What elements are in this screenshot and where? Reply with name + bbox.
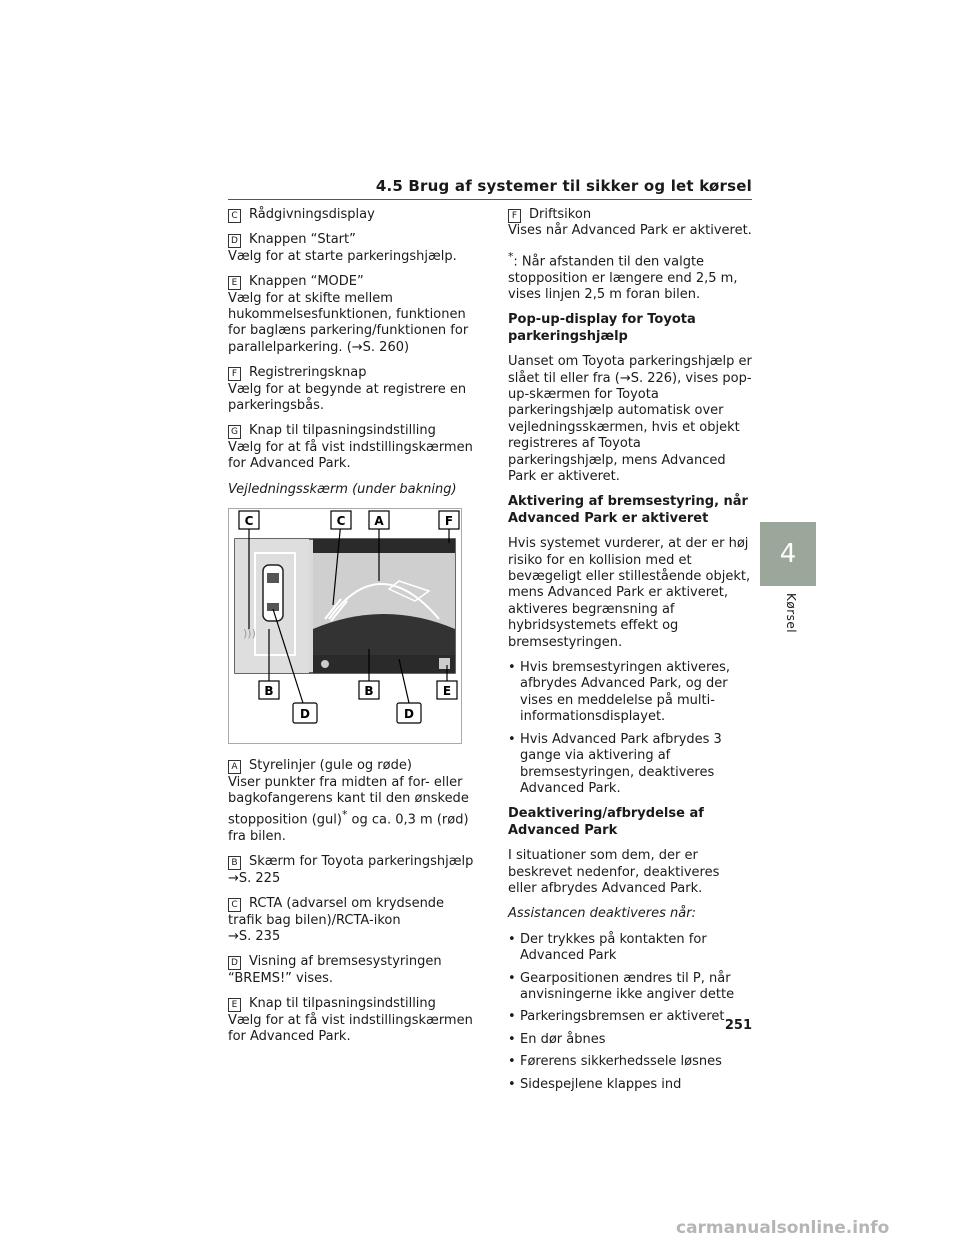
item-body: Vælg for at begynde at registrere en parkeringsbås. [228, 381, 467, 414]
callout-label: B [364, 684, 374, 699]
item-mode-button [228, 274, 476, 356]
callout-label: C [336, 514, 346, 529]
callout-label: B [264, 684, 274, 699]
item-body: Vælg for at starte parkeringshjælp. [228, 248, 457, 264]
label-box: D [228, 956, 241, 970]
footnote-star: * [508, 249, 514, 263]
item-title: Visning af bremsesystyringen [249, 954, 442, 970]
chapter-side-label: Kørsel [784, 593, 798, 634]
item-advisory-display [228, 207, 476, 223]
bullet-item: • Førerens sikkerhedssele løsnes [508, 1054, 752, 1070]
callout-label: E [442, 684, 452, 699]
footnote-star: * [341, 808, 348, 822]
gear-icon [439, 658, 450, 669]
bullet-item: • Hvis Advanced Park afbrydes 3 gange via aktivering af bremsestyringen, deaktiveres Advanced Park. [508, 732, 752, 798]
camera-bottom-bar [313, 655, 455, 673]
item-customize-button-2 [228, 996, 476, 1045]
item-start-button [228, 232, 476, 265]
item-body: Viser punkter fra midten af for- eller bagkofangerens kant til den ønskede stopposition (gul) [228, 774, 469, 828]
item-operation-icon [508, 207, 752, 240]
item-title: Knap til tilpasningsindstilling [249, 996, 436, 1012]
item-title: Registreringsknap [249, 365, 367, 381]
label-box: A [228, 760, 241, 774]
label-box: E [228, 276, 241, 290]
callout-label: A [374, 514, 384, 529]
section-header: 4.5 Brug af systemer til sikker og let kørsel [375, 177, 752, 195]
watermark: carmanualsonline.info [676, 1218, 890, 1238]
rcta-icon-left: ))) [243, 627, 256, 641]
brake-icon [321, 660, 329, 668]
item-guide-lines [228, 758, 476, 845]
item-title: Rådgivningsdisplay [249, 207, 375, 222]
item-brake-display [228, 954, 476, 987]
bullet-item: • Hvis bremsestyringen aktiveres, afbrydes Advanced Park, og der vises en meddelelse på multi-informationsdisplayet. [508, 660, 752, 726]
label-box: G [228, 425, 241, 439]
item-title: Driftsikon [529, 207, 592, 222]
item-body: Vælg for at få vist indstillingskærmen for Advanced Park. [228, 439, 473, 472]
callout-label: D [300, 707, 310, 722]
camera-top-bar [313, 539, 455, 553]
left-column [228, 207, 476, 1055]
bullet-item: • Sidespejlene klappes ind [508, 1077, 752, 1093]
guidance-screen-illustration [229, 509, 461, 743]
item-body: Vises når Advanced Park er aktiveret. [508, 223, 752, 239]
label-box: E [228, 998, 241, 1012]
bullet-item: • Gearpositionen ændres til P, når anvisningerne ikke angiver dette [508, 971, 752, 1004]
label-box: F [228, 367, 241, 381]
item-title: Knappen “Start” [249, 232, 356, 248]
bullet-item: • En dør åbnes [508, 1032, 752, 1048]
heading-brake-control: Aktivering af bremsestyring, når Advanced Park er aktiveret [508, 494, 748, 526]
chapter-tab: 4 [760, 522, 816, 586]
item-rcta [228, 896, 476, 945]
callout-label: C [244, 514, 254, 529]
item-body: “BREMS!” vises. [228, 970, 334, 986]
item-body: →S. 235 [228, 929, 281, 945]
figure-caption: Vejledningsskærm (under bakning) [228, 481, 457, 497]
label-box: C [228, 209, 241, 223]
label-box: D [228, 234, 241, 248]
label-box: C [228, 898, 241, 912]
page-number: 251 [724, 1018, 752, 1033]
item-parking-assist-screen [228, 854, 476, 887]
callout-label: D [404, 707, 414, 722]
item-title: Knap til tilpasningsindstilling [249, 423, 436, 439]
item-title: Knappen “MODE” [249, 274, 364, 290]
item-title: Skærm for Toyota parkeringshjælp [249, 854, 474, 870]
paragraph-deactivation: I situationer som dem, der er beskrevet nedenfor, deaktiveres eller afbrydes Advanced Park. [508, 848, 720, 896]
callout-label: F [444, 514, 454, 529]
footnote [508, 249, 752, 304]
item-title: Styrelinjer (gule og røde) [249, 758, 412, 774]
item-customize-button [228, 423, 476, 472]
footnote-text: : Når afstanden til den valgte stopposition er længere end 2,5 m, vises linjen 2,5 m foran bilen. [508, 254, 738, 302]
item-register-button [228, 365, 476, 414]
item-body: →S. 225 [228, 870, 281, 886]
item-body-cont: og ca. 0,3 m (rød) fra bilen. [228, 812, 469, 845]
paragraph-brake-control: Hvis systemet vurderer, at der er høj risiko for en kollision med et bevægeligt eller stillestående objekt, mens Advanced Park er aktiveret, aktiveres begrænsning af hybridsystemets effekt og bremsestyringen. [508, 536, 751, 650]
header-divider [228, 199, 752, 200]
right-column [508, 207, 752, 1099]
heading-deactivation: Deaktivering/afbrydelse af Advanced Park [508, 806, 704, 838]
guidance-screen-figure [228, 508, 462, 744]
paragraph-popup: Uanset om Toyota parkeringshjælp er slået til eller fra (→S. 226), vises pop-up-skærmen for Toyota parkeringshjælp automatisk over vejledningsskærmen, hvis et objekt registreres af Toyota parkeringshjælp, mens Advanced Park er aktiveret. [508, 354, 752, 485]
label-box: F [508, 209, 521, 223]
item-body: Vælg for at få vist indstillingskærmen for Advanced Park. [228, 1012, 473, 1045]
item-body: Vælg for at skifte mellem hukommelsesfunktionen, funktionen for baglæns parkering/funktionen for parallelparkering. (→S. 260) [228, 290, 469, 355]
label-box: B [228, 856, 241, 870]
bullet-item: • Der trykkes på kontakten for Advanced Park [508, 932, 752, 965]
bullet-item: • Parkeringsbremsen er aktiveret [508, 1009, 752, 1025]
subheading-deactivated-when: Assistancen deaktiveres når: [508, 906, 696, 922]
car-windshield [267, 573, 279, 583]
heading-popup: Pop-up-display for Toyota parkeringshjælp [508, 312, 696, 344]
item-title: RCTA (advarsel om krydsende trafik bag bilen)/RCTA-ikon [228, 896, 445, 928]
